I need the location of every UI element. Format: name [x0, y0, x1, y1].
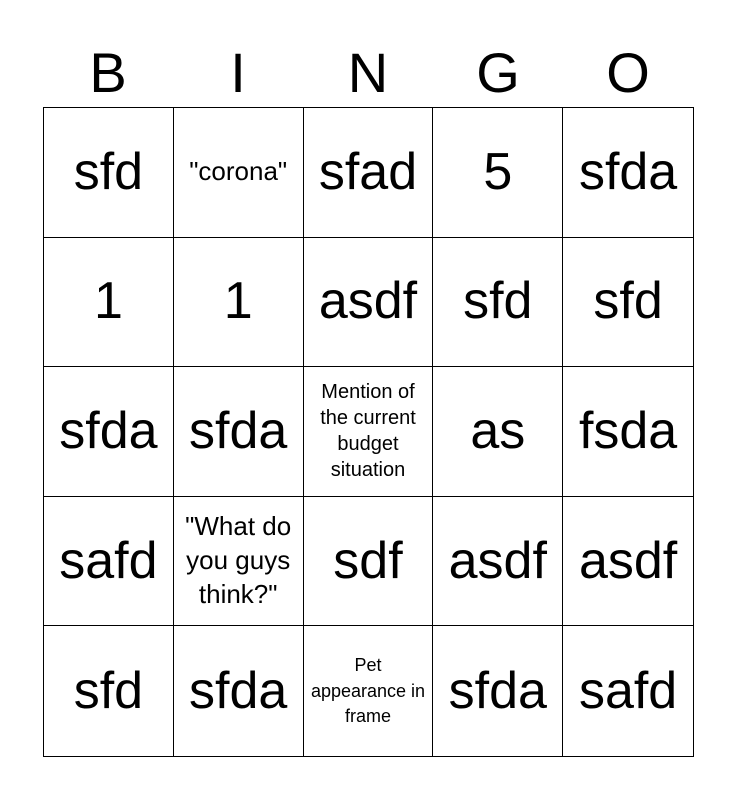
bingo-cell[interactable] [563, 238, 693, 368]
cell-text: sdf [333, 531, 403, 590]
header-letter-b: B [89, 41, 127, 104]
bingo-cell[interactable] [433, 626, 563, 756]
bingo-cell[interactable] [174, 238, 304, 368]
bingo-cell[interactable] [563, 626, 693, 756]
cell-text: safd [59, 531, 158, 590]
header-letter-i: I [230, 41, 246, 104]
cell-text: 1 [93, 272, 123, 331]
bingo-cell[interactable] [304, 367, 434, 497]
cell-text: sfda [189, 661, 288, 720]
header-letter-n: N [347, 41, 389, 104]
bingo-cell[interactable] [44, 367, 174, 497]
bingo-cell[interactable] [44, 626, 174, 756]
bingo-cell[interactable] [304, 108, 434, 238]
cell-text: sfd [73, 142, 144, 201]
bingo-cell[interactable] [563, 497, 693, 627]
cell-text: "corona" [189, 156, 288, 187]
bingo-cell[interactable] [433, 238, 563, 368]
bingo-cell[interactable] [174, 367, 304, 497]
bingo-cell[interactable] [433, 367, 563, 497]
cell-text: sfda [59, 401, 158, 460]
cell-text: safd [578, 661, 678, 720]
bingo-cell[interactable] [174, 497, 304, 627]
cell-text: sfd [593, 272, 663, 331]
bingo-cell[interactable] [44, 238, 174, 368]
cell-text: sfd [73, 661, 144, 720]
bingo-cell[interactable] [174, 108, 304, 238]
cell-text: sfda [448, 661, 547, 720]
bingo-cell[interactable] [44, 108, 174, 238]
cell-text: sfd [463, 272, 533, 331]
cell-text: asdf [448, 531, 547, 590]
cell-text: 5 [483, 142, 513, 201]
cell-text: as [470, 401, 526, 460]
bingo-cell[interactable] [304, 238, 434, 368]
cell-text: sfda [189, 401, 288, 460]
cell-text: 1 [223, 272, 253, 331]
cell-text: asdf [578, 531, 678, 590]
bingo-cell[interactable] [174, 626, 304, 756]
bingo-header [43, 40, 693, 106]
cell-text: sfad [318, 142, 418, 201]
cell-text: "What do you guys think?" [185, 511, 292, 609]
bingo-cell[interactable] [433, 108, 563, 238]
bingo-cell[interactable] [304, 497, 434, 627]
bingo-cell[interactable] [44, 497, 174, 627]
cell-text: Mention of the current budget situation [320, 381, 416, 482]
cell-text: asdf [318, 272, 418, 331]
header-letter-o: O [606, 41, 650, 104]
bingo-card [43, 107, 694, 757]
cell-text: sfda [578, 142, 678, 201]
header-letter-g: G [476, 41, 520, 104]
bingo-cell[interactable] [304, 626, 434, 756]
bingo-cell[interactable] [563, 108, 693, 238]
cell-text: Pet appearance in frame [310, 655, 426, 726]
cell-text: fsda [578, 401, 678, 460]
bingo-cell[interactable] [563, 367, 693, 497]
bingo-cell[interactable] [433, 497, 563, 627]
